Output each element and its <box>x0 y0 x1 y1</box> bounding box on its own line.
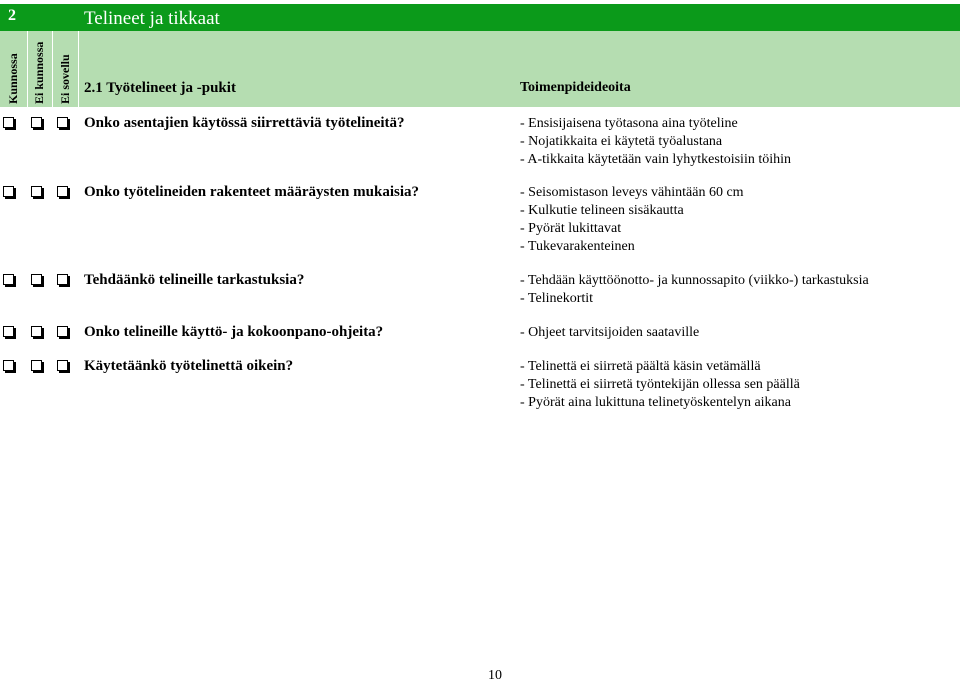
column-divider <box>27 31 28 107</box>
question-text: Tehdäänkö telineille tarkastuksia? <box>84 272 305 288</box>
column-label-kunnossa: Kunnossa <box>6 53 20 104</box>
checkbox-ei-kunnossa[interactable] <box>31 360 42 371</box>
checkbox-kunnossa[interactable] <box>3 186 14 197</box>
action-item: - Pyörät lukittavat <box>520 221 622 236</box>
page-number: 10 <box>488 668 502 683</box>
question-text: Onko työtelineiden rakenteet määräysten mukaisia? <box>84 184 419 200</box>
action-item: - Tukevarakenteinen <box>520 239 635 254</box>
action-item: - Pyörät aina lukittuna telinetyöskentelyn aikana <box>520 395 791 410</box>
checkbox-ei-kunnossa[interactable] <box>31 274 42 285</box>
column-divider <box>52 31 53 107</box>
action-item: - Ohjeet tarvitsijoiden saataville <box>520 325 700 340</box>
action-item: - Seisomistason leveys vähintään 60 cm <box>520 185 744 200</box>
action-item: - Telinettä ei siirretä työntekijän ollessa sen päällä <box>520 377 800 392</box>
question-text: Onko telineille käyttö- ja kokoonpano-ohjeita? <box>84 324 384 340</box>
action-list <box>520 115 791 169</box>
checkbox-kunnossa[interactable] <box>3 326 14 337</box>
checkbox-kunnossa[interactable] <box>3 117 14 128</box>
action-list <box>520 272 869 308</box>
action-list <box>520 184 744 256</box>
question-text: Käytetäänkö työtelinettä oikein? <box>84 358 294 374</box>
column-divider <box>78 31 79 107</box>
checkbox-ei-sovellu[interactable] <box>57 360 68 371</box>
checkbox-ei-sovellu[interactable] <box>57 117 68 128</box>
action-item: - Ensisijaisena työtasona aina työteline <box>520 116 738 131</box>
action-item: - Telinettä ei siirretä päältä käsin vetämällä <box>520 359 761 374</box>
action-list <box>520 324 699 342</box>
action-item: - Kulkutie telineen sisäkautta <box>520 203 684 218</box>
checkbox-kunnossa[interactable] <box>3 274 14 285</box>
action-item: - Telinekortit <box>520 291 594 306</box>
checkbox-ei-sovellu[interactable] <box>57 186 68 197</box>
action-item: - A-tikkaita käytetään vain lyhytkestoisiin töihin <box>520 152 792 167</box>
checkbox-ei-kunnossa[interactable] <box>31 117 42 128</box>
section-number: 2 <box>8 7 16 24</box>
checkbox-ei-sovellu[interactable] <box>57 326 68 337</box>
section-header <box>0 4 960 31</box>
checkbox-ei-kunnossa[interactable] <box>31 186 42 197</box>
column-label-ei-kunnossa: Ei kunnossa <box>32 41 46 104</box>
question-text: Onko asentajien käytössä siirrettäviä työtelineitä? <box>84 115 405 131</box>
checkbox-kunnossa[interactable] <box>3 360 14 371</box>
checkbox-ei-kunnossa[interactable] <box>31 326 42 337</box>
column-label-ei-sovellu: Ei sovellu <box>58 54 72 104</box>
actions-heading: Toimenpideideoita <box>520 80 631 95</box>
section-title: Telineet ja tikkaat <box>84 8 220 29</box>
action-item: - Tehdään käyttöönotto- ja kunnossapito (viikko-) tarkastuksia <box>520 273 869 288</box>
action-list <box>520 358 800 412</box>
action-item: - Nojatikkaita ei käytetä työalustana <box>520 134 723 149</box>
subsection-title: 2.1 Työtelineet ja -pukit <box>84 80 236 96</box>
checkbox-ei-sovellu[interactable] <box>57 274 68 285</box>
